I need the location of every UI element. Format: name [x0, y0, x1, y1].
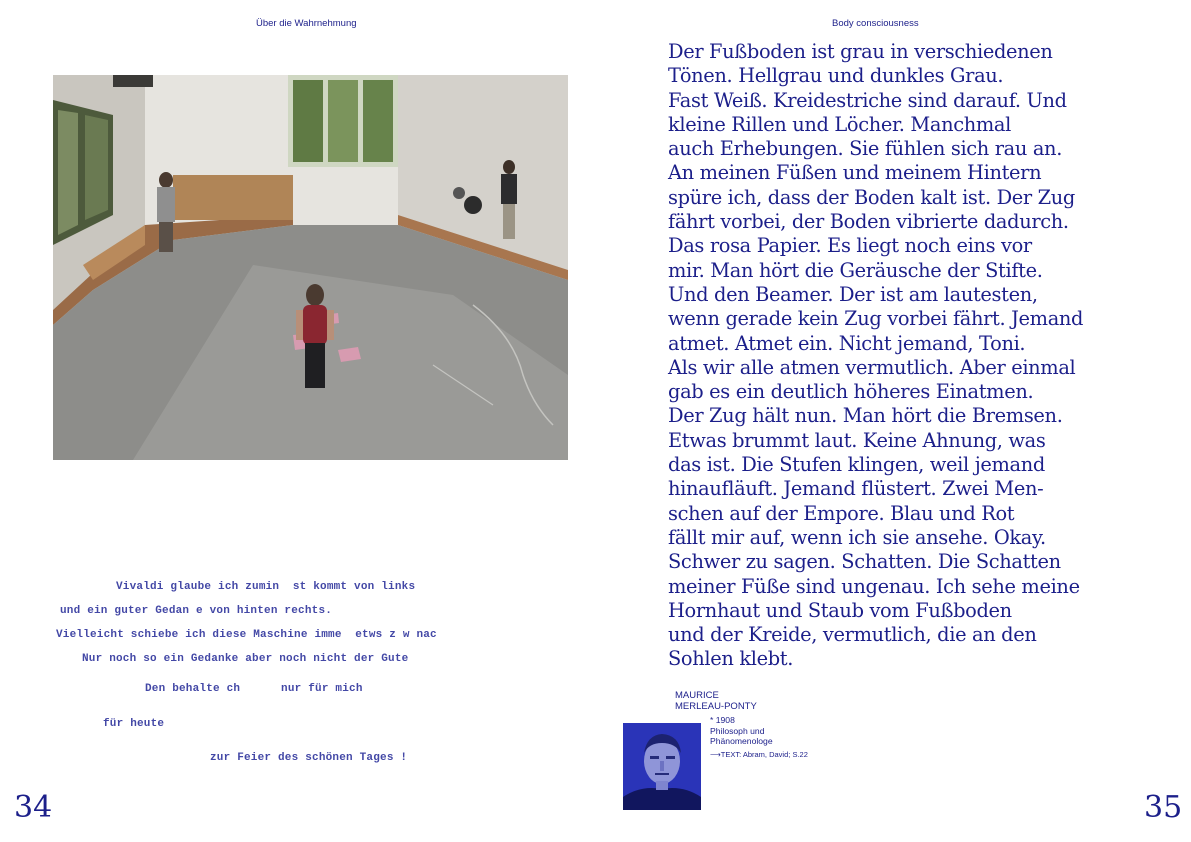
body-line: und der Kreide, vermutlich, die an den — [668, 623, 1037, 647]
body-line: An meinen Füßen und meinem Hintern — [668, 161, 1042, 185]
body-line: Als wir alle atmen vermutlich. Aber einmal — [668, 355, 1076, 379]
body-line: Schwer zu sagen. Schatten. Die Schatten — [668, 550, 1061, 574]
typewriter-line: zur Feier des schönen Tages ! — [210, 752, 408, 764]
body-line: hinaufläuft. Jemand flüstert. Zwei Men- — [668, 477, 1044, 501]
typewriter-line: und ein guter Gedan e von hinten rechts. — [60, 605, 333, 617]
page-number-right: 35 — [1144, 790, 1183, 825]
bio-name — [675, 690, 757, 712]
bio-name-last: MERLEAU-PONTY — [675, 701, 757, 712]
typewriter-line: für heute — [103, 718, 165, 730]
bio-details — [710, 715, 808, 760]
typewriter-line: Nur noch so ein Gedanke aber noch nicht der Gute — [82, 653, 409, 665]
portrait-image — [623, 723, 701, 810]
body-line: wenn gerade kein Zug vorbei fährt. Jemand — [668, 307, 1084, 331]
left-page — [0, 0, 595, 842]
typewriter-poem — [56, 575, 456, 770]
running-head-left: Über die Wahrnehmung — [256, 18, 357, 29]
bio-born: * 1908 — [710, 715, 735, 725]
body-line: Tönen. Hellgrau und dunkles Grau. — [668, 64, 1004, 88]
body-line: Und den Beamer. Der ist am lautesten, — [668, 282, 1038, 306]
body-line: gab es ein deutlich höheres Einatmen. — [668, 380, 1034, 404]
body-line: Der Zug hält nun. Man hört die Bremsen. — [668, 404, 1063, 428]
bio-role-1: Philosoph und — [710, 725, 765, 736]
body-line: fährt vorbei, der Boden vibrierte dadurch. — [668, 210, 1069, 234]
body-text — [668, 40, 1138, 672]
running-head-right: Body consciousness — [832, 18, 919, 29]
body-line: Fast Weiß. Kreidestriche sind darauf. Und — [668, 88, 1067, 112]
body-line: schen auf der Empore. Blau und Rot — [668, 501, 1015, 525]
body-line: Das rosa Papier. Es liegt noch eins vor — [668, 234, 1032, 258]
body-line: spüre ich, dass der Boden kalt ist. Der Zug — [668, 185, 1075, 209]
typewriter-line: Den behalte ch nur für mich — [145, 683, 363, 695]
body-line: Sohlen klebt. — [668, 647, 794, 671]
right-page — [596, 0, 1191, 842]
bio-role-2: Phänomenologe — [710, 736, 773, 746]
typewriter-line: Vivaldi glaube ich zumin st kommt von links — [116, 581, 416, 593]
body-line: auch Erhebungen. Sie fühlen sich rau an. — [668, 137, 1063, 161]
body-line: Hornhaut und Staub vom Fußboden — [668, 598, 1012, 622]
body-line: das ist. Die Stufen klingen, weil jemand — [668, 453, 1045, 477]
body-line: mir. Man hört die Geräusche der Stifte. — [668, 258, 1043, 282]
body-line: Etwas brummt laut. Keine Ahnung, was — [668, 428, 1046, 452]
body-line: fällt mir auf, wenn ich sie ansehe. Okay. — [668, 525, 1046, 549]
body-line: Der Fußboden ist grau in verschiedenen — [668, 40, 1053, 63]
bio-name-first: MAURICE — [675, 690, 719, 701]
body-line: meiner Füße sind ungenau. Ich sehe meine — [668, 574, 1080, 598]
body-line: kleine Rillen und Löcher. Manchmal — [668, 112, 1011, 136]
page-number-left: 34 — [14, 790, 53, 825]
bio-reference: ⟶TEXT: Abram, David; S.22 — [710, 749, 808, 759]
performance-photo — [53, 75, 568, 460]
typewriter-line: Vielleicht schiebe ich diese Maschine imme etws z w nac — [56, 629, 437, 641]
body-line: atmet. Atmet ein. Nicht jemand, Toni. — [668, 331, 1026, 355]
